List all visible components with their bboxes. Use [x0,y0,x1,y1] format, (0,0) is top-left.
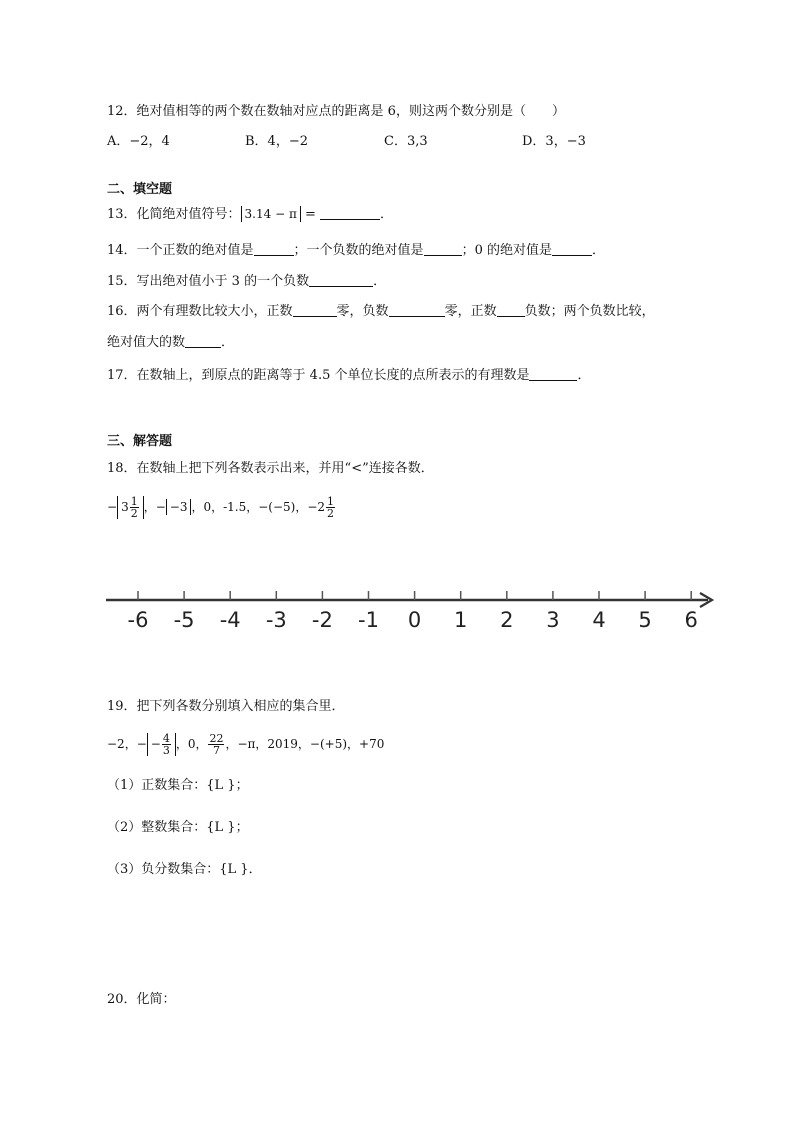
q13 [107,205,393,225]
section-title-fill-blank: 二、填空题 [107,182,173,197]
q18-rest2: ，0，-1.5，−(−5)，−2 [191,500,326,514]
q15-part1: 15．写出绝对值小于 3 的一个负数 [107,274,310,289]
number-line-label: 2 [500,608,514,632]
q18-frac2-num: 1 [327,495,335,508]
q18-numbers [107,494,336,520]
number-line [100,582,725,637]
q16-line2 [107,333,234,353]
q16-part1: 16．两个有理数比较大小，正数 [107,304,293,319]
q19-stem: 19．把下列各数分别填入相应的集合里． [107,699,345,714]
number-line-label: -2 [311,608,333,632]
number-line-label: 0 [407,608,422,632]
q14-part1: 14．一个正数的绝对值是 [107,243,254,258]
q17-blank [529,366,577,381]
q19-m3: ，−π，2019，−(+5)，+70 [225,737,385,751]
q16-blank-1 [293,302,337,317]
q19-set-negative-fraction: （3）负分数集合：{L }． [107,862,262,877]
number-line-label: 5 [638,608,652,632]
q19-fraction-2 [208,733,224,756]
q18-stem: 18．在数轴上把下列各数表示出来，并用“<”连接各数． [107,461,434,476]
q18-neg: − [107,500,118,514]
number-line-label: -6 [127,608,149,632]
q13-prefix: 13．化简绝对值符号： [107,207,241,222]
q12-stem: 12．绝对值相等的两个数在数轴对应点的距离是 6，则这两个数分别是（ ） [107,104,565,119]
q19-frac-num: 4 [162,732,170,745]
q18-fraction-2 [326,496,335,519]
q20-stem: 20．化简： [107,992,176,1007]
number-line-label: -3 [265,608,287,632]
q17 [107,366,591,386]
q18-rest1: ，− [143,500,166,514]
q14-part4: ． [591,243,605,258]
q19-frac2-num: 22 [209,732,224,745]
number-line-label: -5 [173,608,195,632]
number-line-label: -1 [358,608,379,632]
q19-set-integer: （2）整数集合：{L }； [107,820,249,835]
q14-blank-1 [254,241,294,256]
q13-suffix: ． [380,207,394,222]
q16-line1 [107,302,655,322]
q12-option-d: D．3，−3 [522,134,586,149]
q16-blank-3 [497,302,525,317]
q14-part3: ；0 的绝对值是 [461,243,552,258]
q19-numbers [107,730,384,758]
q19-set-positive: （1）正数集合：{L }； [107,778,249,793]
q18-frac-den: 2 [130,507,138,520]
q19-fraction [162,733,171,756]
number-line-label: 3 [546,608,560,632]
q16-blank-4 [185,333,221,348]
q19-m1: −2，− [107,737,147,751]
q14-blank-3 [552,241,592,256]
q18-frac2-den: 2 [327,507,335,520]
q18-abs-neg3: −3 [166,499,192,515]
q13-blank [320,205,380,220]
q15 [107,272,386,292]
q16-part4: 负数；两个负数比较， [524,304,655,319]
q18-whole: 3 [121,500,129,514]
q13-equals: = [300,207,321,222]
q15-part2: ． [373,274,387,289]
number-line-label: 6 [684,608,698,632]
q19-m2: ，0， [175,737,208,751]
q18-frac-num: 1 [130,495,138,508]
number-line-label: -4 [219,608,241,632]
number-line-label: 4 [592,608,606,632]
q16-line2b: ． [221,335,235,350]
q14-part2: ；一个负数的绝对值是 [293,243,424,258]
q14 [107,241,605,261]
section-title-solutions: 三、解答题 [107,434,173,449]
q14-blank-2 [424,241,462,256]
q19-abs-frac [147,733,176,756]
q16-line2a: 绝对值大的数 [107,335,186,350]
q12-option-a: A．−2，4 [107,134,170,149]
q18-fraction [130,496,139,519]
q18-abs-mixed [117,496,144,519]
q17-part2: ． [577,368,591,383]
q19-frac2-den: 7 [212,744,220,757]
q12-option-c: C．3,3 [384,134,428,149]
q12-option-b: B．4，−2 [245,134,308,149]
q19-neg-inner: − [150,737,161,751]
q16-part3: 零，正数 [444,304,497,319]
q16-part2: 零，负数 [336,304,389,319]
number-line-ticks [128,591,698,632]
q13-abs-expression: 3.14 − π [241,206,301,222]
q16-blank-2 [389,302,445,317]
q17-part1: 17．在数轴上，到原点的距离等于 4.5 个单位长度的点所表示的有理数是 [107,368,530,383]
number-line-label: 1 [454,608,468,632]
q15-blank [309,272,373,287]
q19-frac-den: 3 [162,744,170,757]
